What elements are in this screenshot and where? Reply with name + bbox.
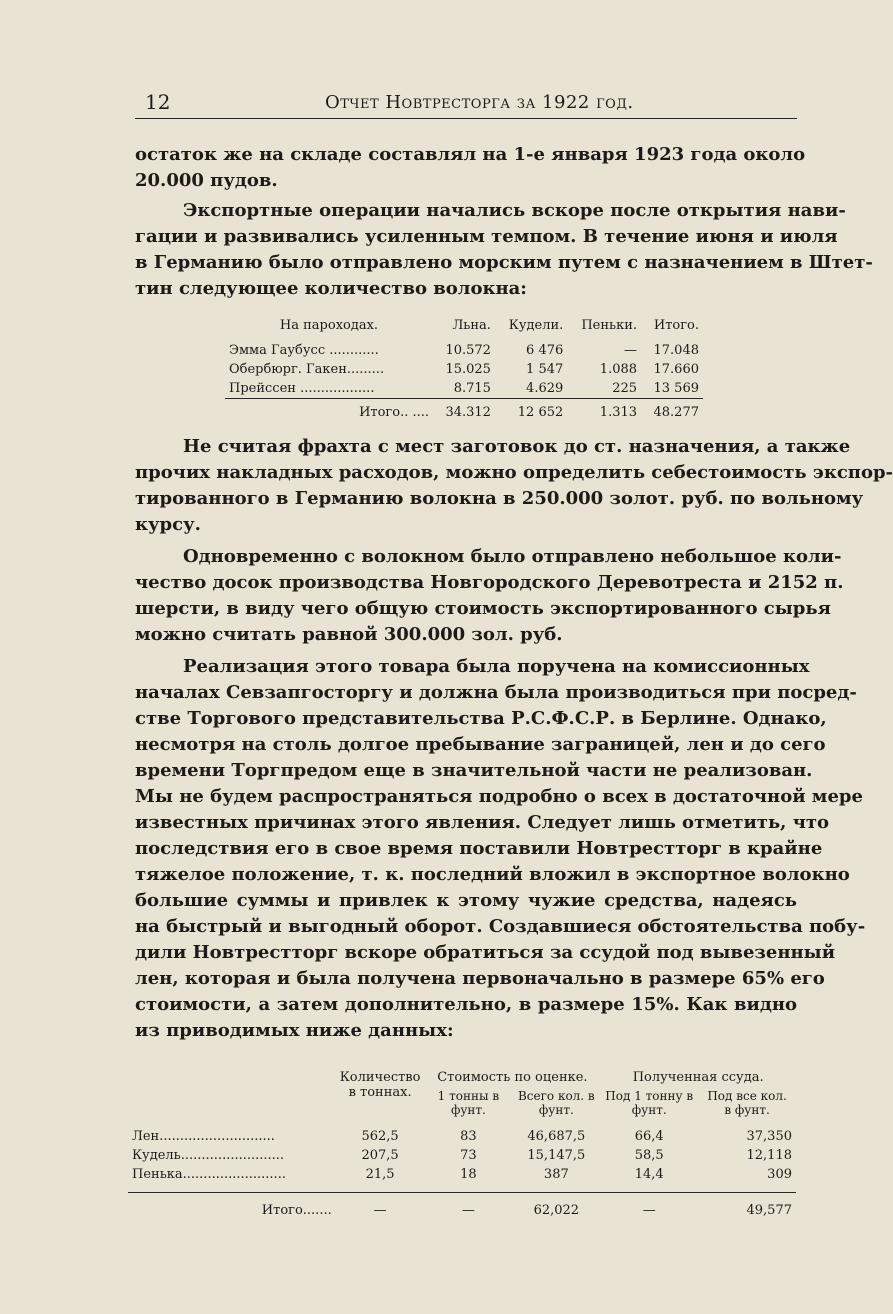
table-cell: Итого....... bbox=[128, 1193, 336, 1221]
table-cell: 46,687,5 bbox=[527, 1129, 586, 1144]
text-line: остаток же на складе составлял на 1-е января 1923 года около bbox=[135, 144, 806, 165]
paragraph-4 bbox=[135, 544, 844, 648]
table-cell: 18 bbox=[460, 1167, 477, 1182]
table-cell: 207,5 bbox=[361, 1148, 399, 1163]
table-row bbox=[128, 1165, 796, 1193]
column-header: Под все кол. в фунт. bbox=[707, 1089, 787, 1117]
column-header: На пароходах. bbox=[279, 318, 379, 333]
column-header: Под 1 тонну в фунт. bbox=[605, 1089, 694, 1117]
table-cell: 37,350 bbox=[746, 1129, 792, 1144]
text-line: времени Торгпредом еще в значительной части не реализован. bbox=[135, 760, 813, 781]
table-cell: 387 bbox=[543, 1167, 569, 1182]
column-header: Кудели. bbox=[508, 318, 564, 333]
table-cell: 48.277 bbox=[641, 399, 703, 423]
paragraph-1 bbox=[135, 142, 806, 194]
table-cell: 1 547 bbox=[526, 362, 564, 377]
empty-header bbox=[128, 1087, 336, 1119]
table-cell: — bbox=[624, 343, 638, 358]
table-cell: 73 bbox=[460, 1148, 477, 1163]
text-line: 20.000 пудов. bbox=[135, 170, 278, 191]
text-line: прочих накладных расходов, можно определить себестоимость экспор- bbox=[135, 462, 893, 483]
column-header: Итого. bbox=[653, 318, 699, 333]
table-cell: 12 652 bbox=[495, 399, 567, 423]
text-line: стве Торгового представительства Р.С.Ф.С.Р. в Берлине. Однако, bbox=[135, 708, 827, 729]
table-cell: 14,4 bbox=[634, 1167, 664, 1182]
paragraph-5 bbox=[135, 654, 866, 1044]
table-cell: — bbox=[336, 1193, 425, 1221]
text-line: лен, которая и была получена первоначально в размере 65% его bbox=[135, 968, 825, 989]
table-cell: 1.088 bbox=[599, 362, 638, 377]
text-line: началах Севзапгосторгу и должна была производиться при посред- bbox=[135, 682, 857, 703]
table-cell: 309 bbox=[767, 1167, 792, 1182]
loans-table bbox=[128, 1068, 796, 1220]
text-line: Одновременно с волокном было отправлено небольшое коли- bbox=[183, 546, 842, 567]
text-line: известных причинах этого явления. Следует лишь отметить, что bbox=[135, 812, 830, 833]
table-cell: Лен............................ bbox=[132, 1129, 275, 1144]
table-cell: 1.313 bbox=[567, 399, 641, 423]
column-header: Количество в тоннах. bbox=[339, 1070, 421, 1100]
table-total-row bbox=[128, 1193, 796, 1221]
table-row bbox=[128, 1119, 796, 1146]
table-cell: Обербюрг. Гакен......... bbox=[229, 362, 385, 377]
text-line: тированного в Германию волокна в 250.000 золот. руб. по вольному bbox=[135, 488, 864, 509]
table-cell: 4.629 bbox=[526, 381, 564, 396]
table-row bbox=[225, 379, 703, 399]
table-cell: — bbox=[424, 1193, 512, 1221]
text-line: тяжелое положение, т. к. последний вложил в экспортное волокно bbox=[135, 864, 850, 885]
group-header: Стоимость по оценке. bbox=[437, 1070, 588, 1085]
text-line: гации и развивались усиленным темпом. В течение июня и июля bbox=[135, 226, 838, 247]
text-line: из приводимых ниже данных: bbox=[135, 1020, 454, 1041]
table-row bbox=[128, 1146, 796, 1165]
table-cell: Кудель......................... bbox=[132, 1148, 285, 1163]
table-cell: 83 bbox=[460, 1129, 477, 1144]
text-line: стоимости, а затем дополнительно, в размере 15%. Как видно bbox=[135, 994, 797, 1015]
text-line: несмотря на столь долгое пребывание заграницей, лен и до сего bbox=[135, 734, 826, 755]
text-line: последствия его в свое время поставили Новтрестторг в крайне bbox=[135, 838, 823, 859]
table-cell: Пенька......................... bbox=[132, 1167, 286, 1182]
page-number: 12 bbox=[145, 90, 171, 114]
table-cell: 10.572 bbox=[445, 343, 491, 358]
text-line: Экспортные операции начались вскоре после открытия нави- bbox=[183, 200, 846, 221]
text-line: Мы не будем распространяться подробно о всех в достаточной мере bbox=[135, 786, 863, 807]
table-cell: — bbox=[600, 1193, 698, 1221]
table-header-row bbox=[128, 1087, 796, 1119]
text-line: шерсти, в виду чего общую стоимость экспортированного сырья bbox=[135, 598, 831, 619]
text-line: на быстрый и выгодный оборот. Создавшиеся обстоятельства побу- bbox=[135, 916, 866, 937]
table-cell: 6 476 bbox=[526, 343, 564, 358]
table-total-row bbox=[225, 399, 703, 423]
table-cell: 66,4 bbox=[634, 1129, 664, 1144]
text-line: курсу. bbox=[135, 514, 201, 535]
page-header bbox=[135, 88, 797, 119]
table-cell: 21,5 bbox=[365, 1167, 395, 1182]
column-header: Льна. bbox=[452, 318, 491, 333]
table-cell: 34.312 bbox=[433, 399, 495, 423]
table-cell: 12,118 bbox=[746, 1148, 792, 1163]
table-cell: 49,577 bbox=[698, 1193, 796, 1221]
table-cell: 62,022 bbox=[512, 1193, 600, 1221]
table-cell: 58,5 bbox=[634, 1148, 664, 1163]
table-cell: Прейссен .................. bbox=[229, 381, 375, 396]
text-line: чество досок производства Новгородского Деревотреста и 2152 п. bbox=[135, 572, 844, 593]
text-line: дили Новтрестторг вскоре обратиться за ссудой под вывезенный bbox=[135, 942, 836, 963]
table-cell: 15,147,5 bbox=[527, 1148, 586, 1163]
group-header: Полученная ссуда. bbox=[632, 1070, 764, 1085]
table-row bbox=[225, 360, 703, 379]
text-line: тин следующее количество волокна: bbox=[135, 278, 527, 299]
table-cell: 562,5 bbox=[361, 1129, 399, 1144]
column-header: Всего кол. в фунт. bbox=[517, 1089, 595, 1117]
text-line: Не считая фрахта с мест заготовок до ст. назначения, а также bbox=[183, 436, 851, 457]
column-header: Пеньки. bbox=[581, 318, 638, 333]
table-cell: 17.660 bbox=[653, 362, 699, 377]
paragraph-3 bbox=[135, 434, 893, 538]
table-cell: 15.025 bbox=[445, 362, 491, 377]
table-group-header-row bbox=[128, 1068, 796, 1087]
text-line: можно считать равной 300.000 зол. руб. bbox=[135, 624, 563, 645]
table-cell: Эмма Гаубусс ............ bbox=[229, 343, 379, 358]
shipments-table bbox=[225, 316, 703, 422]
table-cell: 13 569 bbox=[653, 381, 699, 396]
table-cell: 225 bbox=[612, 381, 638, 396]
text-line: в Германию было отправлено морским путем с назначением в Штет- bbox=[135, 252, 873, 273]
text-line: большие суммы и привлек к этому чужие средства, надеясь bbox=[135, 890, 797, 911]
column-header: 1 тонны в фунт. bbox=[437, 1089, 500, 1117]
paragraph-2 bbox=[135, 198, 873, 302]
running-title: Отчет Новтресторга за 1922 год. bbox=[325, 92, 634, 113]
table-cell: 17.048 bbox=[653, 343, 699, 358]
empty-header bbox=[128, 1068, 336, 1087]
table-cell: Итого.. .... bbox=[225, 399, 433, 423]
text-line: Реализация этого товара была поручена на комиссионных bbox=[183, 656, 810, 677]
table-cell: 8.715 bbox=[453, 381, 491, 396]
table-header-row bbox=[225, 316, 703, 341]
table-row bbox=[225, 341, 703, 360]
